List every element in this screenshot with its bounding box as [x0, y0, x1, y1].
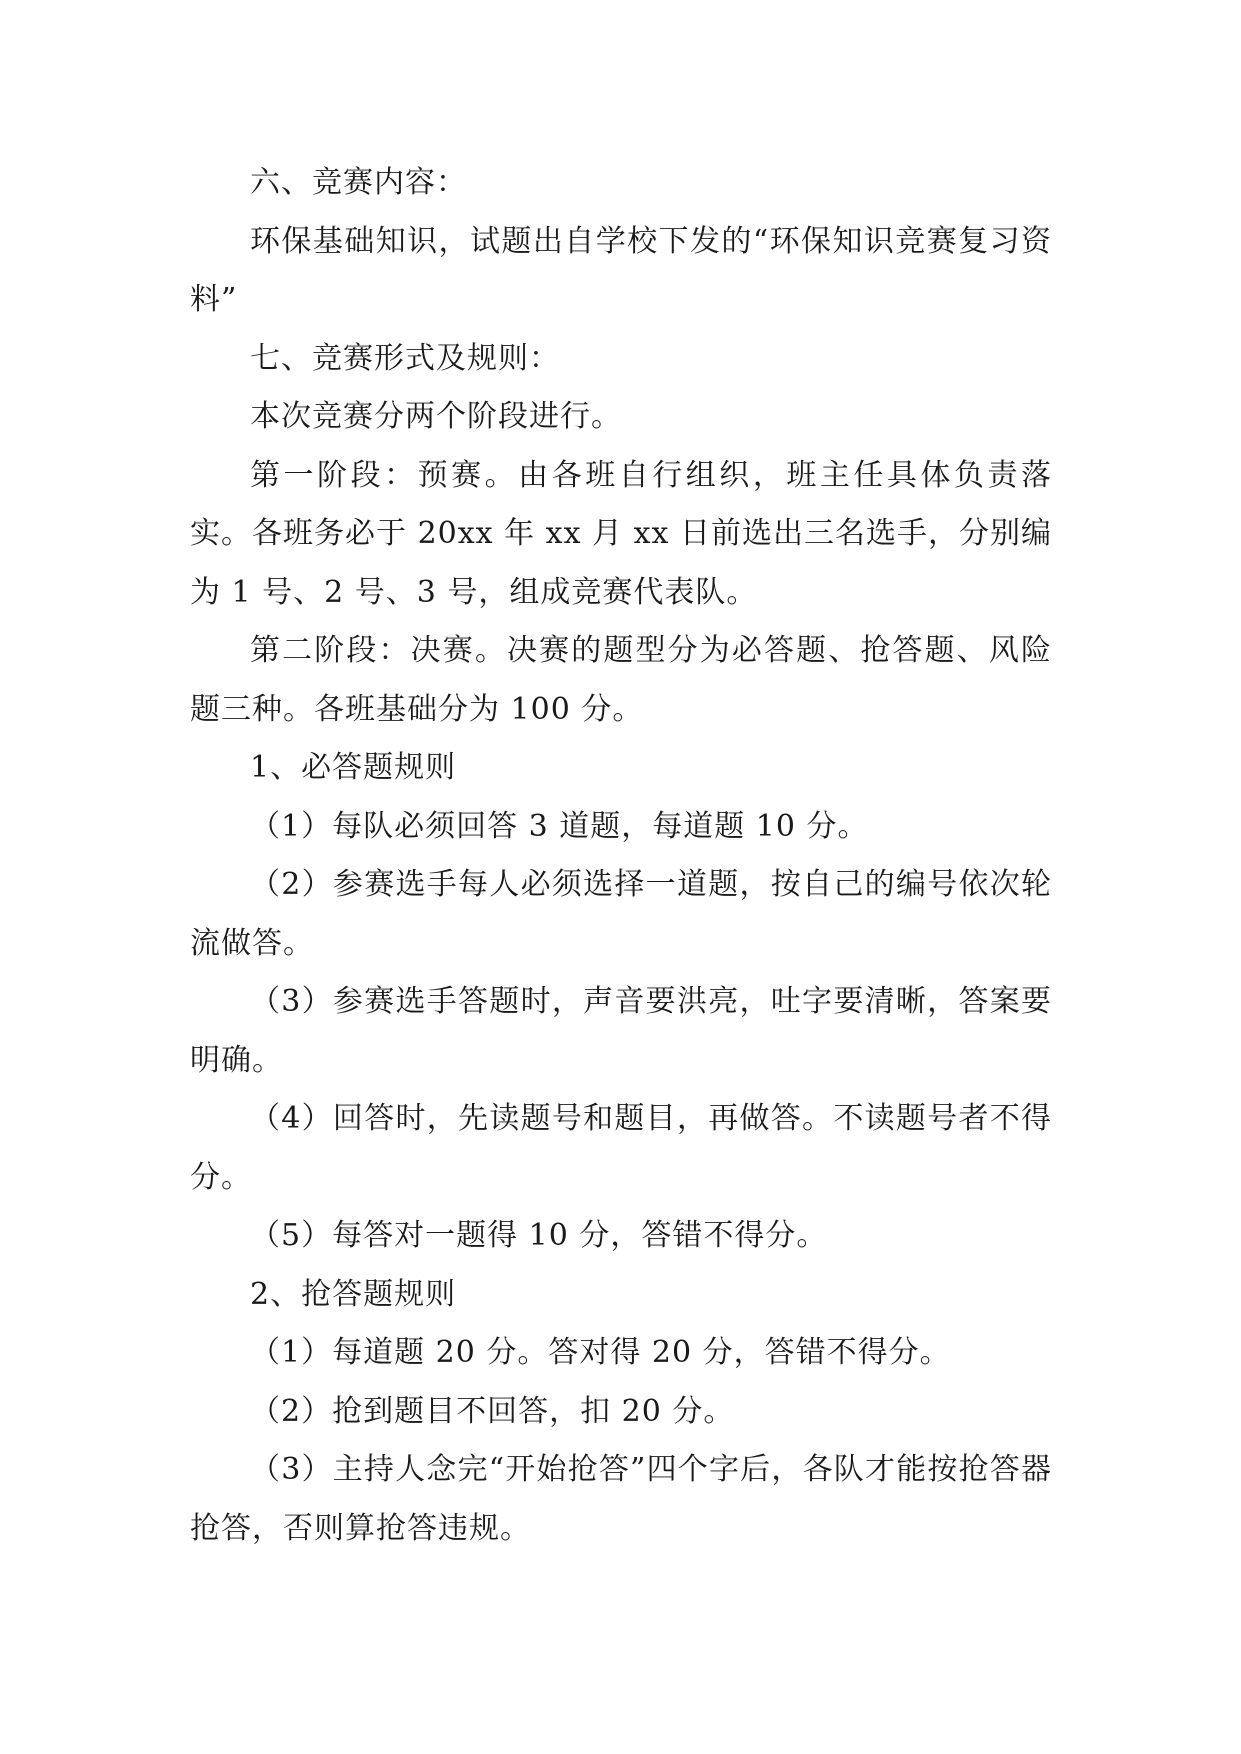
section-heading-contest-format: 七、竞赛形式及规则：	[250, 340, 560, 376]
rule-required-1: （1）每队必须回答 3 道题，每道题 10 分。	[250, 808, 869, 844]
subheading-required-questions: 1、必答题规则	[250, 750, 457, 785]
rule-required-3: （3）参赛选手答题时，声音要洪亮，吐字要清晰，答案要明确。	[190, 984, 1052, 1078]
rule-buzzer-2: （2）抢到题目不回答，扣 20 分。	[250, 1393, 735, 1429]
rule-buzzer-3: （3）主持人念完“开始抢答”四个字后，各队才能按抢答器抢答，否则算抢答违规。	[190, 1452, 1052, 1546]
document-body	[190, 154, 1052, 1558]
paragraph-two-stages: 本次竞赛分两个阶段进行。	[250, 399, 622, 434]
rule-required-4: （4）回答时，先读题号和题目，再做答。不读题号者不得分。	[190, 1101, 1052, 1195]
paragraph-stage-two: 第二阶段：决赛。决赛的题型分为必答题、抢答题、风险题三种。各班基础分为 100 分。	[190, 633, 1052, 727]
rule-required-2: （2）参赛选手每人必须选择一道题，按自己的编号依次轮流做答。	[190, 867, 1052, 961]
paragraph-contest-content: 环保基础知识，试题出自学校下发的“环保知识竞赛复习资料”	[190, 223, 1052, 317]
subheading-buzzer-questions: 2、抢答题规则	[250, 1276, 457, 1312]
section-heading-contest-content: 六、竞赛内容：	[250, 165, 467, 200]
rule-buzzer-1: （1）每道题 20 分。答对得 20 分，答错不得分。	[250, 1335, 951, 1370]
paragraph-stage-one: 第一阶段：预赛。由各班自行组织，班主任具体负责落实。各班务必于 20xx 年 xx 月 xx 日前选出三名选手，分别编为 1 号、2 号、3 号，组成竞赛代表队。	[190, 457, 1052, 610]
rule-required-5: （5）每答对一题得 10 分，答错不得分。	[250, 1218, 828, 1253]
